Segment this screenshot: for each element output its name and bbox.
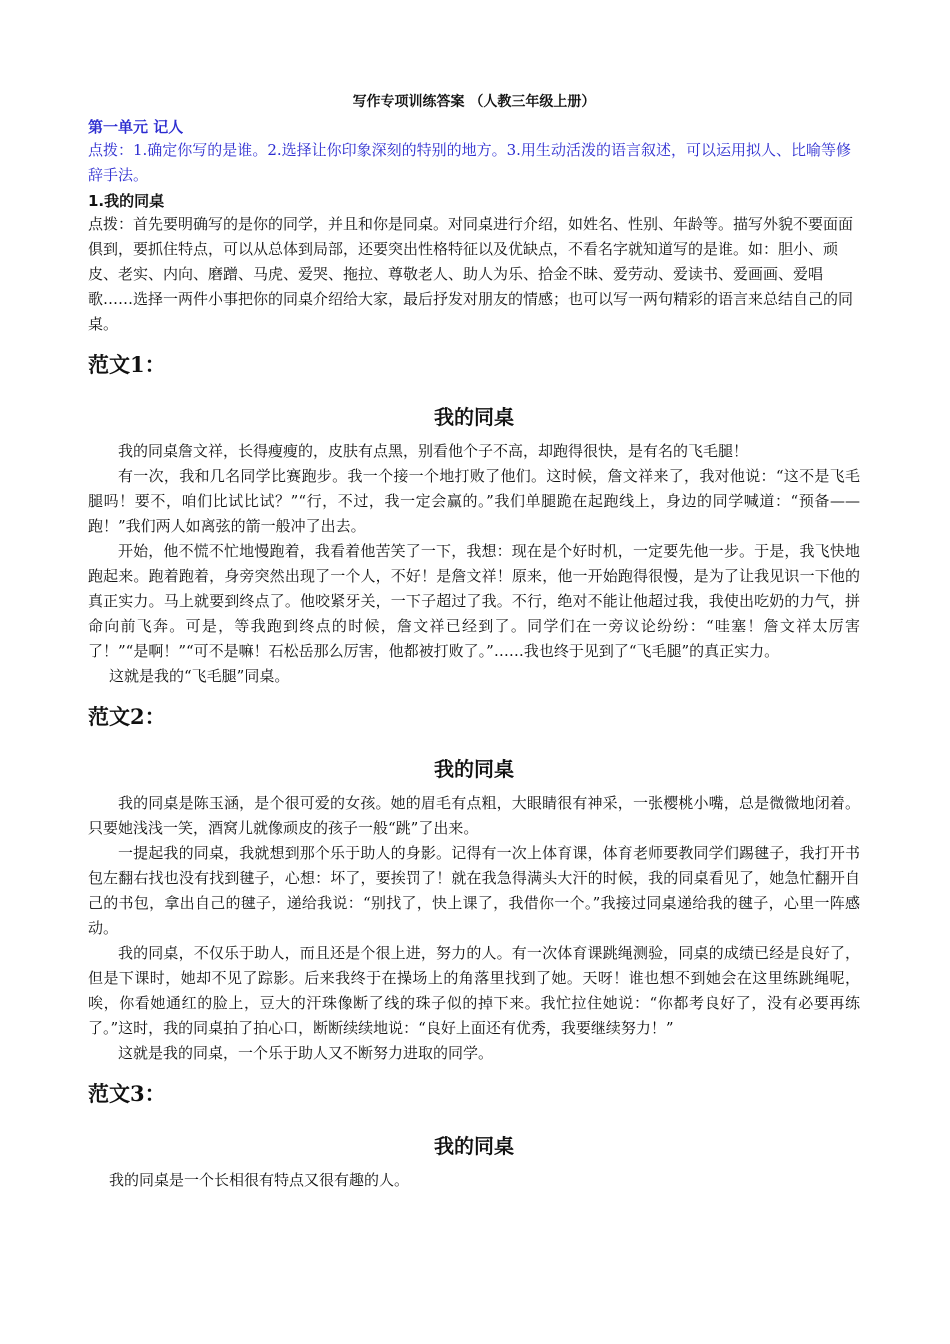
section-tip: 点拨：首先要明确写的是你的同学，并且和你是同桌。对同桌进行介绍，如姓名、性别、年龄等。描写外貌不要面面俱到，要抓住特点，可以从总体到局部，还要突出性格特征以及优缺点，不看名字就知道写的是谁。如：胆小、顽皮、老实、内向、磨蹭、马虎、爱哭、拖拉、尊敬老人、助人为乐、拾金不昧、爱劳动、爱读书、爱画画、爱唱歌……选择一两件小事把你的同桌介绍给大家，最后抒发对朋友的情感；也可以写一两句精彩的语言来总结自己的同桌。 [88,215,854,333]
essay-paragraph: 一提起我的同桌，我就想到那个乐于助人的身影。记得有一次上体育课，体育老师要教同学们踢毽子，我打开书包左翻右找也没有找到毽子，心想：坏了，要挨罚了！就在我急得满头大汗的时候，我的同桌看见了，她急忙翻开自己的书包，拿出自己的毽子，递给我说：“别找了，快上课了，我借你一个。”我接过同桌递给我的毽子，心里一阵感动。 [88,844,860,937]
essay-paragraph: 我的同桌詹文祥，长得瘦瘦的，皮肤有点黑，别看他个子不高，却跑得很快，是有名的飞毛腿！ [118,442,749,460]
essay-paragraph: 我的同桌，不仅乐于助人，而且还是个很上进，努力的人。有一次体育课跳绳测验，同桌的成绩已经是良好了，但是下课时，她却不见了踪影。后来我终于在操场上的角落里找到了她。天呀！谁也想不到她会在这里练跳绳呢，唉，你看她通红的脸上，豆大的汗珠像断了线的珠子似的掉下来。我忙拉住她说：“你都考良好了，没有必要再练了。”这时，我的同桌拍了拍心口，断断续续地说：“良好上面还有优秀，我要继续努力！” [88,944,860,1037]
document-page [88,86,860,1193]
unit-tip: 点拨：1.确定你写的是谁。2.选择让你印象深刻的特别的地方。3.用生动活泼的语言叙述，可以运用拟人、比喻等修辞手法。 [88,141,851,184]
essay-paragraph: 我的同桌是陈玉涵，是个很可爱的女孩。她的眉毛有点粗，大眼睛很有神采，一张樱桃小嘴，总是微微地闭着。只要她浅浅一笑，酒窝儿就像顽皮的孩子一般“跳”了出来。 [88,794,860,837]
essay-paragraph: 这就是我的同桌，一个乐于助人又不断努力进取的同学。 [118,1044,494,1062]
essay-paragraph: 这就是我的“飞毛腿”同桌。 [109,667,290,685]
essay-title: 我的同桌 [434,757,514,781]
essay-2 [88,703,860,1066]
essay-3 [88,1080,860,1193]
unit-title: 第一单元 记人 [88,118,184,136]
essay-title: 我的同桌 [434,405,514,429]
document-title: 写作专项训练答案 （人教三年级上册） [352,94,596,110]
section-title: 1.我的同桌 [88,192,165,210]
essay-paragraph: 我的同桌是一个长相很有特点又很有趣的人。 [109,1171,410,1189]
essay-title: 我的同桌 [434,1134,514,1158]
essay-paragraph: 开始，他不慌不忙地慢跑着，我看着他苦笑了一下，我想：现在是个好时机，一定要先他一步。于是，我飞快地跑起来。跑着跑着，身旁突然出现了一个人，不好！是詹文祥！原来，他一开始跑得很慢，是为了让我见识一下他的真正实力。马上就要到终点了。他咬紧牙关，一下子超过了我。不行，绝对不能让他超过我，我使出吃奶的力气，拼命向前飞奔。可是，等我跑到终点的时候，詹文祥已经到了。同学们在一旁议论纷纷：“哇塞！詹文祥太厉害了！”“是啊！”“可不是嘛！石松岳那么厉害，他都被打败了。”……我也终于见到了“飞毛腿”的真正实力。 [88,542,860,660]
essay-label: 范文3： [88,1081,166,1106]
essay-paragraph: 有一次，我和几名同学比赛跑步。我一个接一个地打败了他们。这时候，詹文祥来了，我对他说：“这不是飞毛腿吗！要不，咱们比试比试？”“行，不过，我一定会赢的。”我们单腿跪在起跑线上，身边的同学喊道：“预备——跑！”我们两人如离弦的箭一般冲了出去。 [88,467,860,535]
essay-1 [88,351,860,689]
essay-label: 范文2： [88,704,166,729]
essay-label: 范文1： [88,352,166,377]
